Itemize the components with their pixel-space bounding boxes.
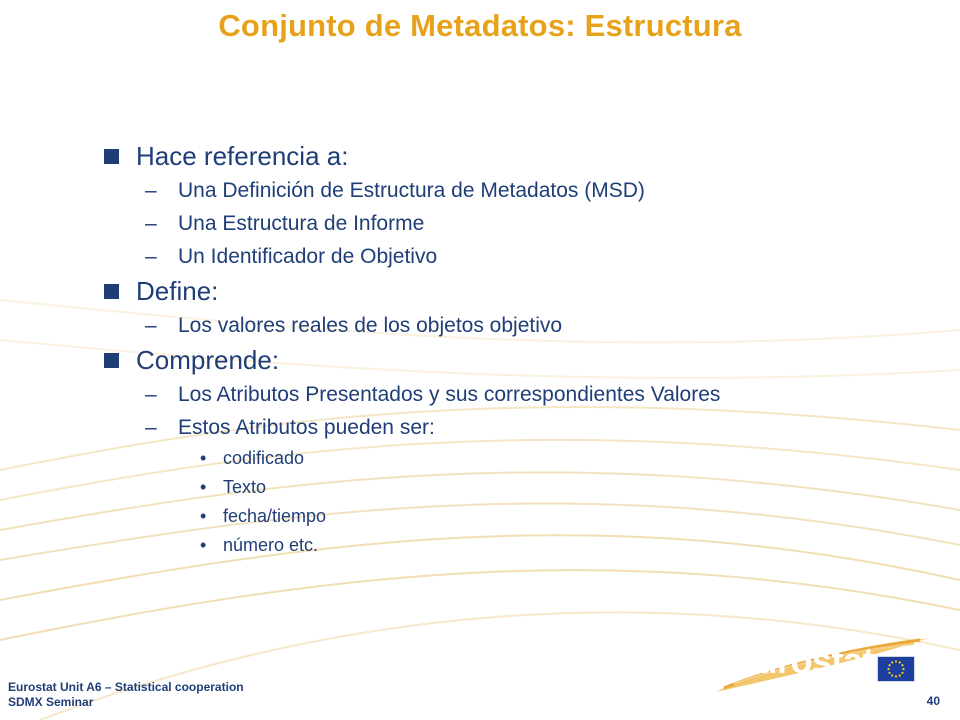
dash-bullet-icon: – — [145, 211, 157, 235]
dash-bullet-icon: – — [145, 415, 157, 439]
dot-bullet-icon: • — [200, 506, 207, 526]
dash-bullet-icon: – — [145, 313, 157, 337]
section-heading-text: Comprende: — [136, 344, 280, 375]
list-item — [104, 309, 924, 342]
dash-bullet-icon: – — [145, 178, 157, 202]
footer-seminar: SDMX Seminar — [8, 695, 94, 709]
section-heading-text: Hace referencia a: — [136, 140, 349, 171]
section-heading — [104, 342, 924, 378]
list-item-text: Estos Atributos pueden ser: — [178, 415, 435, 439]
list-item — [104, 240, 924, 273]
logo-text: eurostat — [736, 640, 875, 681]
list-item-text: Los valores reales de los objetos objetivo — [178, 313, 563, 337]
dot-bullet-icon: • — [200, 535, 207, 555]
list-item — [104, 174, 924, 207]
sub-list-item-text: codificado — [223, 448, 305, 468]
list-item — [104, 378, 924, 411]
list-item-text: Los Atributos Presentados y sus correspondientes Valores — [178, 382, 721, 406]
list-item-text: Una Estructura de Informe — [178, 211, 425, 235]
slide-title: Conjunto de Metadatos: Estructura — [218, 8, 742, 43]
eurostat-logo — [714, 632, 944, 694]
dot-bullet-icon: • — [200, 448, 207, 468]
dot-bullet-icon: • — [200, 477, 207, 497]
sub-list-item-text: Texto — [223, 477, 267, 497]
list-item-text: Una Definición de Estructura de Metadatos (MSD) — [178, 178, 645, 202]
sub-list-item — [104, 444, 924, 473]
section-heading-text: Define: — [136, 275, 219, 306]
page-number: 40 — [926, 694, 940, 708]
list-item — [104, 207, 924, 240]
section-heading — [104, 138, 924, 174]
sub-list-item-text: fecha/tiempo — [223, 506, 327, 526]
eu-flag-icon — [877, 656, 915, 682]
slide-content — [104, 138, 924, 560]
square-bullet-icon — [104, 353, 119, 368]
sub-list-item-text: número etc. — [223, 535, 319, 555]
list-item — [104, 411, 924, 444]
dash-bullet-icon: – — [145, 244, 157, 268]
footer — [8, 680, 244, 710]
sub-list-item — [104, 502, 924, 531]
square-bullet-icon — [104, 149, 119, 164]
footer-unit: Eurostat Unit A6 – Statistical cooperation — [8, 680, 244, 694]
list-item-text: Un Identificador de Objetivo — [178, 244, 438, 268]
square-bullet-icon — [104, 284, 119, 299]
dash-bullet-icon: – — [145, 382, 157, 406]
sub-list-item — [104, 473, 924, 502]
sub-list-item — [104, 531, 924, 560]
section-heading — [104, 273, 924, 309]
